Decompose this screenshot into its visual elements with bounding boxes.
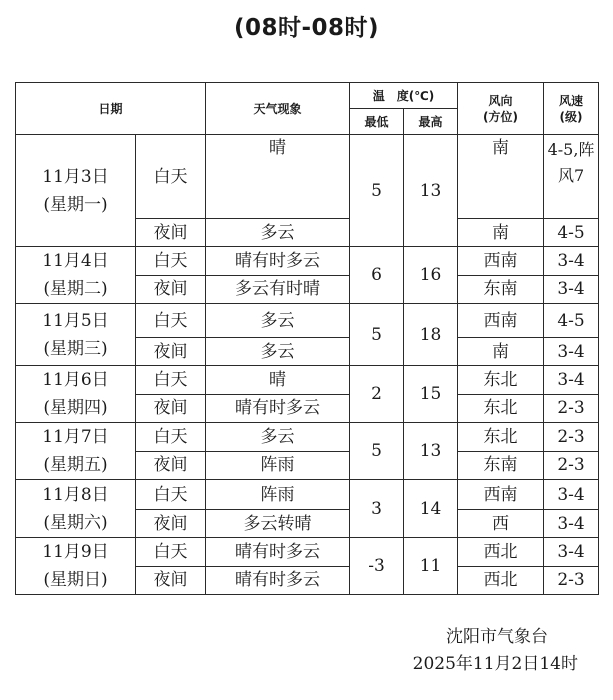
date-text: 11月6日 bbox=[42, 370, 109, 390]
date-text: 11月8日 bbox=[42, 484, 109, 505]
period-label: 夜间 bbox=[136, 338, 206, 366]
weather-cell: 晴有时多云 bbox=[206, 394, 350, 423]
wind-speed-cell bbox=[544, 423, 599, 452]
max-temp-cell: 16 bbox=[404, 247, 458, 304]
wind-direction-cell: 东南 bbox=[458, 275, 544, 304]
weather-cell: 晴有时多云 bbox=[206, 247, 350, 276]
min-temp-cell: -3 bbox=[350, 538, 404, 595]
date-cell bbox=[16, 135, 136, 247]
period-label: 白天 bbox=[136, 366, 206, 395]
wind-speed-cell bbox=[544, 247, 599, 276]
weekday-text: (星期一) bbox=[43, 194, 108, 215]
weather-cell: 多云 bbox=[206, 338, 350, 366]
wind-speed-cell bbox=[544, 135, 599, 219]
wind-direction-cell: 西南 bbox=[458, 304, 544, 338]
forecast-row-day bbox=[16, 247, 599, 276]
forecast-table bbox=[15, 82, 599, 595]
wind-speed-cell: 4-5 bbox=[544, 219, 599, 247]
forecast-row-day bbox=[16, 480, 599, 510]
weekday-text: (星期四) bbox=[43, 398, 108, 418]
forecast-row-day bbox=[16, 538, 599, 567]
date-cell bbox=[16, 538, 136, 595]
weather-cell: 晴 bbox=[206, 135, 350, 219]
min-temp-cell: 5 bbox=[350, 304, 404, 366]
period-label: 白天 bbox=[136, 304, 206, 338]
weekday-text: (星期二) bbox=[43, 279, 108, 299]
wind-direction-cell: 西南 bbox=[458, 247, 544, 276]
wind-speed-cell bbox=[544, 538, 599, 567]
wind-direction-cell: 东北 bbox=[458, 423, 544, 452]
weather-cell: 晴 bbox=[206, 366, 350, 395]
weather-cell: 阵雨 bbox=[206, 451, 350, 480]
wind-direction-cell: 西北 bbox=[458, 538, 544, 567]
wind-direction-cell: 南 bbox=[458, 135, 544, 219]
max-temp-cell: 18 bbox=[404, 304, 458, 366]
wind-speed-text: 4-5,阵风7 bbox=[547, 140, 595, 185]
forecast-row-day bbox=[16, 366, 599, 395]
max-temp-cell: 15 bbox=[404, 366, 458, 423]
header-wind-direction-line1: 风向 bbox=[488, 93, 513, 108]
wind-direction-cell: 西南 bbox=[458, 480, 544, 510]
date-cell bbox=[16, 366, 136, 423]
weekday-text: (星期日) bbox=[43, 570, 108, 590]
date-cell bbox=[16, 423, 136, 480]
period-label: 白天 bbox=[136, 538, 206, 567]
wind-speed-text: 3-4 bbox=[557, 369, 585, 390]
page-title: (08时-08时) bbox=[233, 15, 380, 41]
period-label: 夜间 bbox=[136, 566, 206, 595]
wind-speed-text: 3-4 bbox=[557, 484, 585, 505]
max-temp-cell: 13 bbox=[404, 423, 458, 480]
wind-speed-cell: 3-4 bbox=[544, 338, 599, 366]
header-temp: 温 度(℃) bbox=[350, 83, 458, 109]
wind-speed-cell bbox=[544, 304, 599, 338]
header-wind-direction bbox=[458, 83, 544, 135]
weather-cell: 多云有时晴 bbox=[206, 275, 350, 304]
wind-speed-cell: 3-4 bbox=[544, 275, 599, 304]
header-wind-speed-line1: 风速 bbox=[559, 93, 584, 108]
header-row-1 bbox=[16, 83, 599, 109]
wind-speed-text: 2-3 bbox=[557, 426, 585, 447]
min-temp-cell: 6 bbox=[350, 247, 404, 304]
wind-speed-cell: 2-3 bbox=[544, 566, 599, 595]
weekday-text: (星期六) bbox=[43, 512, 108, 533]
forecast-row-day bbox=[16, 304, 599, 338]
min-temp-cell: 3 bbox=[350, 480, 404, 538]
date-cell bbox=[16, 247, 136, 304]
min-temp-cell: 2 bbox=[350, 366, 404, 423]
wind-direction-cell: 西北 bbox=[458, 566, 544, 595]
weekday-text: (星期三) bbox=[43, 338, 108, 359]
date-text: 11月7日 bbox=[42, 427, 109, 447]
wind-speed-cell bbox=[544, 480, 599, 510]
date-text: 11月9日 bbox=[42, 542, 109, 562]
header-wind-speed bbox=[544, 83, 599, 135]
period-label: 夜间 bbox=[136, 394, 206, 423]
max-temp-cell: 14 bbox=[404, 480, 458, 538]
date-cell bbox=[16, 480, 136, 538]
forecast-row-day bbox=[16, 423, 599, 452]
period-label: 白天 bbox=[136, 423, 206, 452]
period-label: 白天 bbox=[136, 135, 206, 219]
wind-speed-text: 4-5 bbox=[557, 310, 585, 331]
date-text: 11月4日 bbox=[42, 251, 109, 271]
period-label: 白天 bbox=[136, 247, 206, 276]
wind-direction-cell: 南 bbox=[458, 338, 544, 366]
weather-cell: 晴有时多云 bbox=[206, 538, 350, 567]
min-temp-cell: 5 bbox=[350, 135, 404, 247]
period-label: 夜间 bbox=[136, 275, 206, 304]
wind-direction-cell: 南 bbox=[458, 219, 544, 247]
wind-speed-cell: 3-4 bbox=[544, 510, 599, 538]
min-temp-cell: 5 bbox=[350, 423, 404, 480]
wind-speed-text: 3-4 bbox=[557, 250, 585, 271]
weather-cell: 多云转晴 bbox=[206, 510, 350, 538]
header-max-temp: 最高 bbox=[404, 109, 458, 135]
weather-cell: 多云 bbox=[206, 219, 350, 247]
header-wind-direction-line2: (方位) bbox=[483, 109, 519, 124]
period-label: 夜间 bbox=[136, 510, 206, 538]
wind-speed-cell: 2-3 bbox=[544, 451, 599, 480]
weather-cell: 晴有时多云 bbox=[206, 566, 350, 595]
date-text: 11月3日 bbox=[42, 166, 109, 187]
date-cell bbox=[16, 304, 136, 366]
wind-speed-cell: 2-3 bbox=[544, 394, 599, 423]
wind-speed-cell bbox=[544, 366, 599, 395]
header-weather: 天气现象 bbox=[206, 83, 350, 135]
header-date: 日期 bbox=[16, 83, 206, 135]
period-label: 夜间 bbox=[136, 451, 206, 480]
weather-cell: 多云 bbox=[206, 304, 350, 338]
weather-cell: 多云 bbox=[206, 423, 350, 452]
date-text: 11月5日 bbox=[42, 310, 109, 331]
period-label: 夜间 bbox=[136, 219, 206, 247]
header-wind-speed-line2: (级) bbox=[559, 109, 583, 124]
wind-direction-cell: 东北 bbox=[458, 366, 544, 395]
weather-cell: 阵雨 bbox=[206, 480, 350, 510]
forecast-body bbox=[16, 83, 599, 595]
period-label: 白天 bbox=[136, 480, 206, 510]
wind-direction-cell: 东北 bbox=[458, 394, 544, 423]
max-temp-cell: 11 bbox=[404, 538, 458, 595]
issuer-name: 沈阳市气象台 bbox=[446, 627, 548, 647]
issue-date: 2025年11月2日14时 bbox=[412, 654, 578, 674]
forecast-row-day bbox=[16, 135, 599, 219]
wind-speed-text: 3-4 bbox=[557, 541, 585, 562]
max-temp-cell: 13 bbox=[404, 135, 458, 247]
header-min-temp: 最低 bbox=[350, 109, 404, 135]
wind-direction-cell: 西 bbox=[458, 510, 544, 538]
wind-direction-cell: 东南 bbox=[458, 451, 544, 480]
weekday-text: (星期五) bbox=[43, 455, 108, 475]
